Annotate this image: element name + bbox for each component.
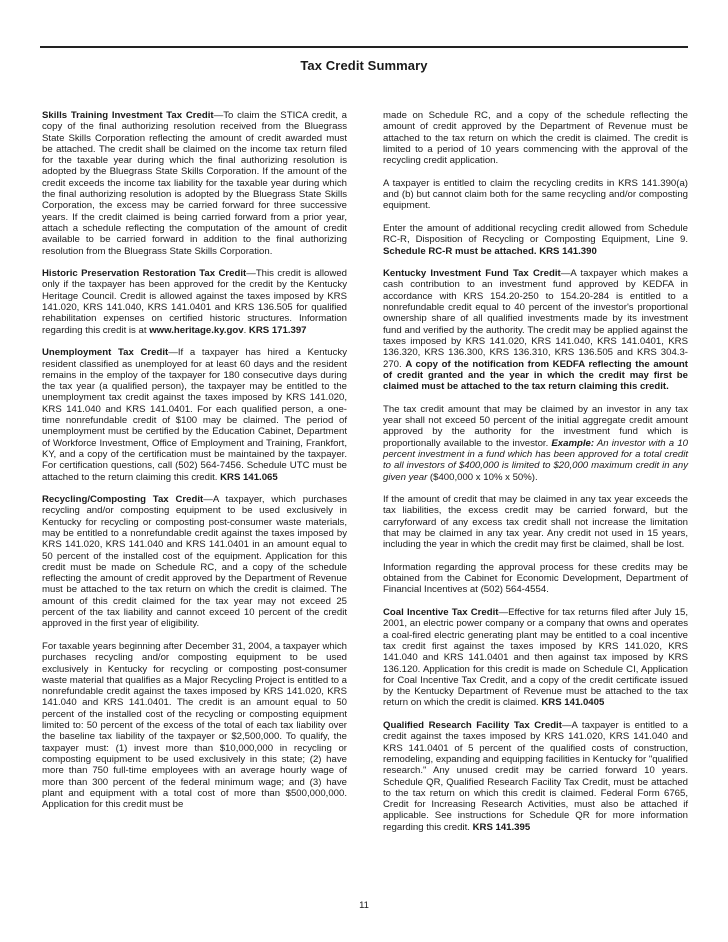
recycling-continued-paragraph: made on Schedule RC, and a copy of the schedule reflecting the amount of credit approved by the Department of Revenue must be attached to the tax return on which the credit is claimed. The credit is limited to a period of 10 years commencing with the approval of the recycling credit application. (383, 110, 688, 167)
page-title: Tax Credit Summary (300, 58, 428, 73)
heritage-link[interactable]: www.heritage.ky.gov (149, 324, 244, 336)
historic-preservation-heading: Historic Preservation Restoration Tax Credit (42, 268, 247, 280)
skills-training-paragraph: Skills Training Investment Tax Credit—To claim the STICA credit, a copy of the final authorizing resolution received from the Bluegrass State Skills Corporation reflecting the amount of credit awarded must be attached. The credit shall be claimed on the income tax return filed for the taxable year during which the final authorizing resolution is adopted by the Bluegrass State Skills Corporation. If the amount of the credit exceeds the income tax liability for the taxable year during which the final authorizing resolution is adopted by the Bluegrass State Skills Corporation, the excess may be carried forward for three successive years. If the credit claimed is being carried forward from a prior year, attach a schedule reflecting the computation of the amount of credit available to be carried forward in addition to the final authorizing resolution from the Bluegrass State Skills Corporation. (42, 110, 347, 257)
right-column (383, 110, 688, 844)
page-number: 11 (359, 900, 369, 911)
historic-preservation-paragraph: Historic Preservation Restoration Tax Credit—This credit is allowed only if the taxpayer has been approved for the credit by the Kentucky Heritage Council. Credit is allowed against the taxes imposed by KRS 141.020, KRS 141.040, KRS 141.0401 and KRS 136.505 for qualified rehabilitation expenses on certified historic structures. Information regarding this credit is at www.heritage.ky.gov. KRS 171.397 (42, 268, 347, 336)
unemployment-heading: Unemployment Tax Credit (42, 347, 169, 359)
approval-info-paragraph: Information regarding the approval process for these credits may be obtained from the Cabinet for Economic Development, Department of Financial Incentives at (502) 564-4554. (383, 561, 688, 596)
skills-training-heading: Skills Training Investment Tax Credit (42, 110, 214, 121)
left-column (42, 110, 347, 822)
kentucky-investment-heading: Kentucky Investment Fund Tax Credit (383, 268, 561, 280)
credit-amount-paragraph: The tax credit amount that may be claimed by an investor in any tax year shall not exceed 50 percent of the initial aggregate credit amount approved by the authority for the investment fund which is proportionally available to the investor. Example: An investor with a 10 percent investment in a fund which has been approved for a total credit to all investors of $400,000 is limited to $20,000 maximum credit in any given year ($400,000 x 10% x 50%). (383, 403, 688, 483)
major-recycling-paragraph: For taxable years beginning after December 31, 2004, a taxpayer which purchases recycling and/or composting equipment to be used exclusively in Kentucky for recycling or composting post-consumer waste material that qualifies as a Major Recycling Project is entitled to a nonrefundable credit against the taxes imposed by KRS 141.020, KRS 141.040 and KRS 141.0401. The credit is an amount equal to 50 percent of the installed cost of the recycling or composting equipment limited to: 50 percent of the excess of the total of each tax liability over the baseline tax liability of the taxpayer or $2,500,000. To qualify, the taxpayer must: (1) invest more than $10,000,000 in recycling or composting equipment to be used exclusively in this state; (2) have more than 750 full-time employees with an average hourly wage of more than 300 percent of the federal minimum wage; and (3) have plant and equipment with a total cost of more than $500,000,000. Application for this credit must be (42, 640, 347, 811)
coal-incentive-paragraph: Coal Incentive Tax Credit—Effective for tax returns filed after July 15, 2001, an electric power company or a company that owns and operates a coal-fired electric generating plant may be entitled to a coal incentive tax credit first against the taxes imposed by KRS 141.020, KRS 141.040 and KRS 141.0401 and then against tax imposed by KRS 136.120. Application for this credit is made on Schedule CI, Application for Coal Incentive Tax Credit, and a copy of the credit certificate issued by the Kentucky Department of Revenue must be attached to the tax return on which the credit is claimed. KRS 141.0405 (383, 607, 688, 709)
top-rule (40, 46, 688, 48)
coal-incentive-heading: Coal Incentive Tax Credit (383, 607, 499, 619)
kentucky-investment-paragraph: Kentucky Investment Fund Tax Credit—A taxpayer which makes a cash contribution to an investment fund approved by KEDFA in accordance with KRS 154.20-250 to 154.20-284 is entitled to a nonrefundable credit equal to 40 percent of the investor's proportional ownership share of all qualified investments made by its investment fund and verified by the authority. The credit may be applied against the taxes imposed by KRS 141.020, KRS 141.040, KRS 141.0401, KRS 136.320, KRS 136.300, KRS 136.310, KRS 136.505 and KRS 304.3-270. A copy of the notification from KEDFA reflecting the amount of credit granted and the year in which the credit may first be claimed must be attached to the tax return claiming this credit. (383, 268, 688, 393)
schedule-rcr-paragraph: Enter the amount of additional recycling credit allowed from Schedule RC-R, Disposition of Recycling or Composting Equipment, Line 9. Schedule RC-R must be attached. KRS 141.390 (383, 222, 688, 257)
unemployment-paragraph: Unemployment Tax Credit—If a taxpayer has hired a Kentucky resident classified as unemployed for at least 60 days and the resident remains in the employ of the taxpayer for 180 consecutive days during the tax year (a qualified person), the taxpayer may be entitled to the unemployment tax credit against the taxes imposed by KRS 141.020, KRS 141.040 and KRS 141.0401. For each qualified person, a one-time nonrefundable credit of $100 may be claimed. The period of unemployment must be certified by the Education Cabinet, Department of Workforce Investment, Office of Employment and Training, Frankfort, KY, and a copy of the certification must be maintained by the taxpayer. For certification questions, call (502) 564-7456. Schedule UTC must be attached to the return claiming this credit. KRS 141.065 (42, 347, 347, 483)
recycling-entitled-paragraph: A taxpayer is entitled to claim the recycling credits in KRS 141.390(a) and (b) but cannot claim both for the same recycling and/or composting equipment. (383, 177, 688, 212)
recycling-heading: Recycling/Composting Tax Credit (42, 494, 204, 506)
recycling-paragraph: Recycling/Composting Tax Credit—A taxpayer, which purchases recycling and/or composting equipment to be used exclusively in Kentucky for recycling or composting post-consumer waste materials, may be entitled to a nonrefundable credit against the taxes imposed by KRS 141.020, KRS 141.040 and KRS 141.0401 in an amount equal to 50 percent of the installed cost of the equipment. Application for this credit must be made on Schedule RC, and a copy of the schedule reflecting the amount of credit approved by the Department of Revenue must be attached to the tax return on which the credit is claimed. The amount of this credit claimed for the tax year may not exceed 25 percent of the tax liability and cannot exceed 10 percent of the credit approved in the first year of eligibility. (42, 494, 348, 630)
research-facility-paragraph: Qualified Research Facility Tax Credit—A taxpayer is entitled to a credit against the taxes imposed by KRS 141.020, KRS 141.040 and KRS 141.0401 of 5 percent of the qualified costs of construction, remodeling, expanding and equipping facilities in Kentucky for "qualified research." Any unused credit may be carried forward 10 years. Schedule QR, Qualified Research Facility Tax Credit, must be attached to the tax return on which this credit is claimed. Federal Form 6765, Credit for Increasing Research Activities, must also be attached if applicable. See instructions for Schedule QR for more information regarding this credit. KRS 141.395 (383, 720, 688, 833)
research-facility-heading: Qualified Research Facility Tax Credit (383, 720, 562, 732)
carryforward-paragraph: If the amount of credit that may be claimed in any tax year exceeds the tax liabilities, the excess credit may be carried forward, but the carryforward of any excess tax credit shall not increase the limitation that may be claimed in any tax year. Any credit not used in 15 years, including the year in which the credit may first be claimed, shall be lost. (383, 494, 688, 551)
